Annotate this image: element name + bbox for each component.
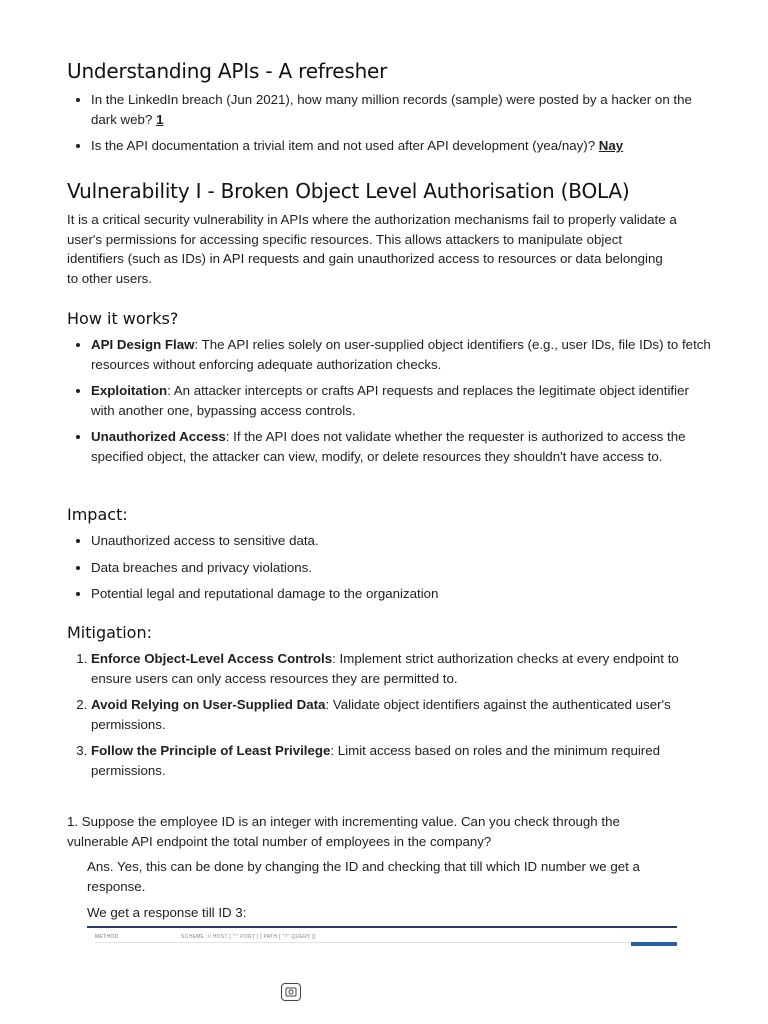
heading-impact: Impact: xyxy=(67,505,128,524)
embedded-screenshot xyxy=(87,926,677,948)
term-desc: : Implement strict authorization checks at every endpoint to ensure users can only access resources they are permitted to. xyxy=(91,651,679,686)
mitigation-list xyxy=(67,649,711,787)
term: Unauthorized Access xyxy=(91,429,226,444)
list-item xyxy=(91,741,711,780)
url-label: SCHEME :// HOST [ ":" PORT ] [ PATH [ "?" QUERY ]] xyxy=(181,934,316,940)
section-title-apis: Understanding APIs - A refresher xyxy=(67,59,388,83)
bola-intro: It is a critical security vulnerability in APIs where the authorization mechanisms fail to properly validate a user's permissions for accessing specific resources. This allows attackers to manipulate object identifiers (such as IDs) in API requests and gain unauthorized access to resources or data belonging to other users. xyxy=(67,212,677,286)
list-item xyxy=(91,90,711,129)
question-1: 1. Suppose the employee ID is an integer with incrementing value. Can you check through the vulnerable API endpoint the total number of employees in the company? xyxy=(67,814,620,849)
impact-list xyxy=(67,531,711,611)
list-item xyxy=(91,335,711,374)
document-icon xyxy=(285,987,297,997)
list-item: • Potential legal and reputational damage to the organization xyxy=(91,584,711,604)
list-item xyxy=(91,649,711,688)
list-item xyxy=(91,427,711,466)
list-item xyxy=(91,381,711,420)
heading-mitigation: Mitigation: xyxy=(67,623,152,642)
term-desc: : The API relies solely on user-supplied object identifiers (e.g., user IDs, file IDs) to fetch resources without enforcing adequate authorization checks. xyxy=(91,337,711,372)
term: Avoid Relying on User-Supplied Data xyxy=(91,697,326,712)
send-button xyxy=(631,942,677,946)
term-desc: : Validate object identifiers against the authenticated user's permissions. xyxy=(91,697,671,732)
answer-link[interactable]: Nay xyxy=(598,138,624,153)
term-desc: : Limit access based on roles and the minimum required permissions. xyxy=(91,743,661,778)
url-field-line xyxy=(95,942,635,943)
page-icon[interactable] xyxy=(281,983,301,1001)
method-label: METHOD xyxy=(95,934,119,940)
term: API Design Flaw xyxy=(91,337,195,352)
refresher-list xyxy=(67,90,711,163)
term-desc: : An attacker intercepts or crafts API requests and replaces the legitimate object identifier with another one, bypassing access controls. xyxy=(91,383,689,418)
answer-1: Ans. Yes, this can be done by changing the ID and checking that till which ID number we get a response. xyxy=(87,859,640,894)
term: Exploitation xyxy=(91,383,168,398)
response-note: We get a response till ID 3: xyxy=(87,905,247,920)
answer-link[interactable]: 1 xyxy=(156,111,164,127)
question-text: In the LinkedIn breach (Jun 2021), how many million records (sample) were posted by a hacker on the dark web? xyxy=(91,92,692,127)
term: Enforce Object-Level Access Controls xyxy=(91,651,333,666)
question-text: Is the API documentation a trivial item and not used after API development (yea/nay)? xyxy=(91,138,596,153)
term: Follow the Principle of Least Privilege xyxy=(91,743,331,758)
heading-how-it-works: How it works? xyxy=(67,309,179,328)
term-desc: : If the API does not validate whether the requester is authorized to access the specified object, the attacker can view, modify, or delete resources they shouldn't have access to. xyxy=(91,429,686,464)
how-it-works-list xyxy=(67,335,711,473)
section-title-bola: Vulnerability I - Broken Object Level Authorisation (BOLA) xyxy=(67,179,630,203)
list-item: • Unauthorized access to sensitive data. xyxy=(91,531,711,551)
list-item: • Data breaches and privacy violations. xyxy=(91,558,711,578)
list-item xyxy=(91,136,711,156)
list-item xyxy=(91,695,711,734)
